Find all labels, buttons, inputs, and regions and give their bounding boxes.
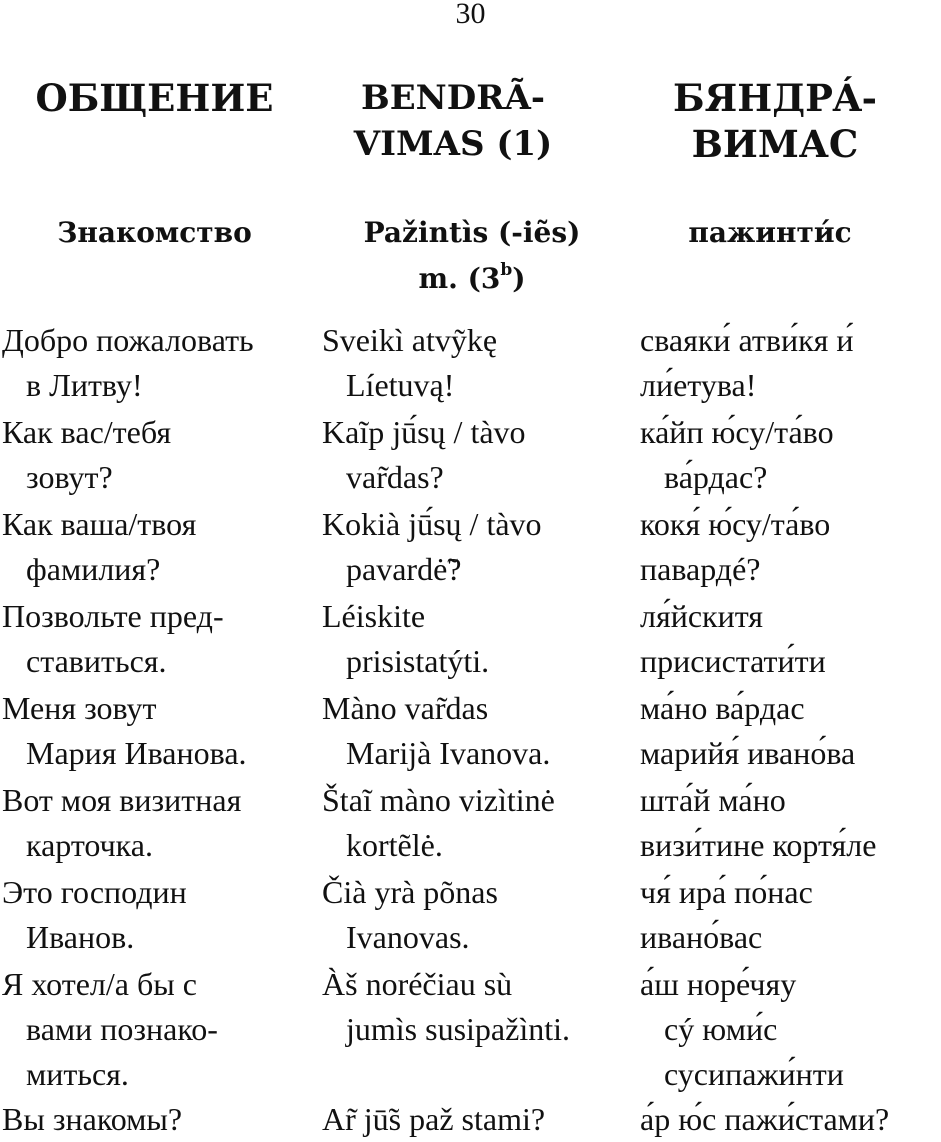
- phrase-line: сваяки́ атви́кя и́: [640, 322, 854, 358]
- phrase-entry: [322, 870, 498, 960]
- phrase-entry: [322, 686, 550, 776]
- phrase-entry: [2, 962, 218, 1097]
- phrase-line: ка́йп ю́су/та́во: [640, 414, 834, 450]
- phrase-line: сусипажи́нти: [664, 1056, 844, 1092]
- phrase-line: Добро пожаловать: [2, 322, 254, 358]
- phrase-line: чя́ ира́ по́нас: [640, 874, 813, 910]
- phrase-line: марийя́ ивано́ва: [640, 735, 856, 771]
- phrase-line: ли́етува!: [640, 367, 757, 403]
- phrase-line: Kaĩp jū́sų / tàvo: [322, 414, 526, 450]
- phrase-line: кокя́ ю́су/та́во: [640, 506, 831, 542]
- phrase-line: Àš noréčiau sù: [322, 966, 513, 1002]
- phrase-line: а́ш норе́чяу: [640, 966, 797, 1002]
- phrase-line: Позвольте пред-: [2, 598, 224, 634]
- phrase-line: Màno var̃das: [322, 690, 489, 726]
- phrase-line: Как вас/тебя: [2, 414, 172, 450]
- phrase-entry: [640, 962, 844, 1097]
- phrase-line: шта́й ма́но: [640, 782, 786, 818]
- phrase-entry: [2, 594, 224, 684]
- phrase-line: kortẽlė.: [346, 827, 443, 863]
- phrase-line: Иванов.: [26, 919, 135, 955]
- phrase-entry: [2, 778, 241, 868]
- phrase-entry: [2, 410, 171, 500]
- phrase-line: pavardė̃?: [346, 551, 462, 587]
- phrase-line: Léiskite: [322, 598, 426, 634]
- phrase-line: Я хотел/а бы с: [2, 966, 197, 1002]
- phrase-line: Štaĩ màno vizìtinė: [322, 782, 555, 818]
- phrase-entry: [640, 594, 826, 684]
- phrase-line: Sveikì atvỹkę: [322, 322, 498, 358]
- phrase-line: Líetuvą!: [346, 367, 455, 403]
- phrase-entry: [322, 594, 489, 684]
- lithuanian-subheading: [322, 210, 622, 302]
- phrase-line: Ivanovas.: [346, 919, 470, 955]
- transcription-subheading: пажинти́с: [688, 216, 852, 249]
- page-number: 30: [455, 0, 486, 30]
- phrase-line: фамилия?: [26, 551, 161, 587]
- phrase-entry: [2, 502, 196, 592]
- phrase-line: var̃das?: [346, 459, 444, 495]
- phrase-entry: [2, 686, 247, 776]
- phrase-line: Мария Иванова.: [26, 735, 247, 771]
- phrase-line: Marijà Ivanova.: [346, 735, 551, 771]
- phrase-line: Меня зовут: [2, 690, 157, 726]
- russian-heading: ОБЩЕНИЕ: [35, 76, 274, 120]
- grammar-note-main: m. (3: [418, 262, 501, 295]
- phrase-line: Ar̃ jū̃s paž stami?: [322, 1101, 546, 1137]
- phrase-line: зовут?: [26, 459, 113, 495]
- phrase-entry: [2, 318, 254, 408]
- phrase-line: jumìs susipažìnti.: [346, 1011, 570, 1047]
- phrase-line: Kokià jū́sų / tàvo: [322, 506, 542, 542]
- phrase-entry: [640, 1097, 889, 1142]
- grammar-note-superscript: b: [500, 260, 513, 280]
- phrase-line: карточка.: [26, 827, 153, 863]
- phrase-line: Как ваша/твоя: [2, 506, 197, 542]
- phrase-entry: [640, 870, 813, 960]
- phrase-line: prisistatýti.: [346, 643, 490, 679]
- phrase-entry: [322, 502, 542, 592]
- phrase-entry: [640, 318, 853, 408]
- phrase-line: визи́тине кортя́ле: [640, 827, 877, 863]
- phrase-line: ма́но ва́рдас: [640, 690, 805, 726]
- phrase-entry: [640, 778, 876, 868]
- phrase-line: Вы знакомы?: [2, 1101, 183, 1137]
- phrase-entry: [322, 962, 570, 1052]
- phrase-entry: [640, 686, 855, 776]
- russian-subheading: Знакомство: [57, 216, 252, 249]
- phrase-entry: [322, 778, 555, 868]
- phrase-entry: [2, 1097, 182, 1142]
- phrase-line: Čià yrà põnas: [322, 874, 498, 910]
- phrase-line: ля́йскитя: [640, 598, 763, 634]
- phrase-line: в Литву!: [26, 367, 143, 403]
- phrase-line: сý юми́с: [664, 1011, 778, 1047]
- phrase-entry: [2, 870, 187, 960]
- transcription-heading: БЯНДРÁ- ВИМАС: [673, 76, 877, 166]
- phrase-line: Это господин: [2, 874, 187, 910]
- phrase-entry: [322, 318, 497, 408]
- lithuanian-heading: BENDRÃ- VIMAS (1): [353, 78, 553, 164]
- phrase-line: павардé?: [640, 551, 761, 587]
- phrase-line: ивано́вас: [640, 919, 763, 955]
- phrase-line: Вот моя визитная: [2, 782, 242, 818]
- phrase-line: миться.: [26, 1056, 129, 1092]
- phrase-entry: [640, 502, 830, 592]
- lithuanian-subheading-word: Pažintìs (-iẽs): [363, 216, 581, 249]
- phrase-line: ставиться.: [26, 643, 167, 679]
- phrase-entry: [640, 410, 834, 500]
- phrase-line: присистати́ти: [640, 643, 826, 679]
- phrase-entry: [322, 410, 526, 500]
- phrase-line: а́р ю́с пажи́стами?: [640, 1101, 890, 1137]
- grammar-note-close: ): [512, 262, 526, 295]
- lithuanian-grammar-note: [322, 256, 622, 302]
- phrase-line: ва́рдас?: [664, 459, 768, 495]
- phrase-entry: [322, 1097, 545, 1142]
- phrase-line: вами познако-: [26, 1011, 218, 1047]
